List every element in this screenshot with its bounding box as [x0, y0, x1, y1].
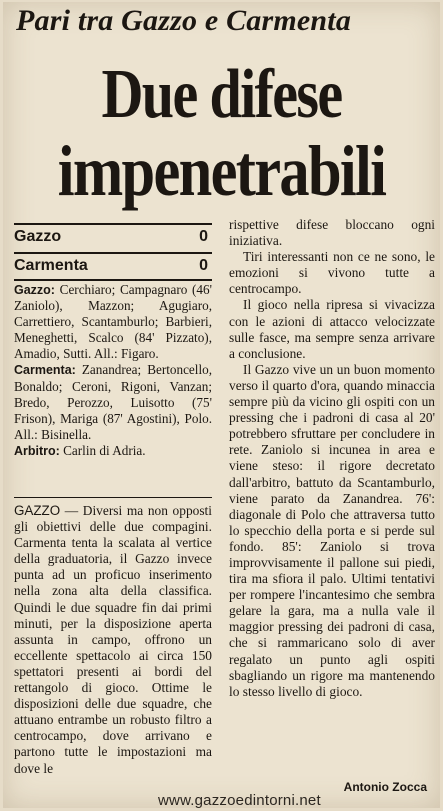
score-rule-top: [14, 223, 212, 225]
referee-text: Carlin di Adria.: [63, 442, 146, 458]
paragraph: rispettive difese bloccano ogni iniziativa.: [229, 217, 435, 249]
dateline: GAZZO: [14, 503, 61, 518]
lineup-label: Carmenta:: [14, 363, 76, 378]
team-name: Carmenta: [14, 257, 88, 274]
referee-line: [14, 443, 212, 459]
headline-line-1: Due difese: [101, 56, 342, 133]
paragraph-text: — Diversi ma non opposti gli obiettivi delle due compagini. Carmenta tenta la scalata al vertice della graduatoria, il Gazzo invece punta ad un proficuo inserimento nella zona alta della classifica. Quindi le due squadre fin dai primi minuti, per la disposizione aperta assunta in campo, offrono un eccellente spettacolo ai circa 150 spettatori presenti ai bordi del rettangolo di gioco. Ottime le disposizioni delle due squadre, che attuano entrambe un robusto filtro a centrocampo, dove arrivano e partono tutte le impostazioni ma dove le: [14, 503, 212, 776]
lineup-carmenta: [14, 362, 212, 442]
score-rule-middle: [14, 252, 212, 254]
lineups-divider: [14, 497, 212, 498]
lineup-text: Cerchiaro; Campagnaro (46' Zaniolo), Mazzon; Agugiaro, Carrettiero, Scantamburlo; Barbieri, Meneghetti, Scalco (84' Pizzato), Amadio, Sutti. All.: Figaro.: [14, 282, 212, 362]
paragraph: [14, 503, 212, 777]
paragraph: Il gioco nella ripresa si vivacizza con le azioni di attacco velocizzate sulle fasce, ma sempre senza arrivare a conclusione.: [229, 297, 435, 361]
article-body-left: [14, 503, 212, 777]
lineup-gazzo: [14, 282, 212, 362]
lineup-text: Zanandrea; Bertoncello, Bonaldo; Ceroni, Rigoni, Vanzan; Bredo, Perozzo, Luisotto (75' Frison), Mariga (87' Agostini), Polo. All.: Bisinella.: [14, 362, 213, 442]
team-score: 0: [199, 257, 208, 274]
lineup-label: Gazzo:: [14, 283, 55, 297]
lineups-block: [14, 282, 212, 459]
paragraph: Il Gazzo vive un un buon momento verso il quarto d'ora, quando minaccia sempre più da vicino gli ospiti con un pressing che i padroni di casa al 20' potrebbero sfruttare per concludere in rete. Zaniolo si incunea in area e viene steso: il rigore decretato dall'arbitro, battuto da Scantamburlo, viene parato da Zanandrea. 76': diagonale di Polo che attraversa tutto lo specchio della porta e si perde sul fondo. 85': Zaniolo si trova improvvisamente il pallone sui piedi, tira ma sfiora il palo. Ultimi tentativi per rompere l'incantesimo che sembra gelare la gara, ma a nulla vale il maggior pressing dei padroni di casa, che si rammaricano solo di aver regalato un punto agli ospiti sbagliando un rigore ma mantenendo lo stesso livello di gioco.: [229, 361, 435, 699]
score-row-carmenta: [14, 256, 210, 278]
score-row-gazzo: [14, 227, 210, 249]
score-rule-bottom: [14, 279, 212, 281]
team-name: Gazzo: [14, 228, 62, 245]
author-signature: Antonio Zocca: [343, 780, 427, 794]
headline-line-2: impenetrabili: [57, 131, 386, 211]
article-body-right: [229, 217, 435, 700]
article-kicker: Pari tra Gazzo e Carmenta: [16, 4, 352, 37]
website-watermark: www.gazzoedintorni.net: [158, 792, 321, 809]
referee-label: Arbitro:: [14, 443, 60, 458]
paragraph: Tiri interessanti non ce ne sono, le emozioni si vivono tutte a centrocampo.: [229, 249, 435, 297]
team-score: 0: [199, 228, 208, 245]
